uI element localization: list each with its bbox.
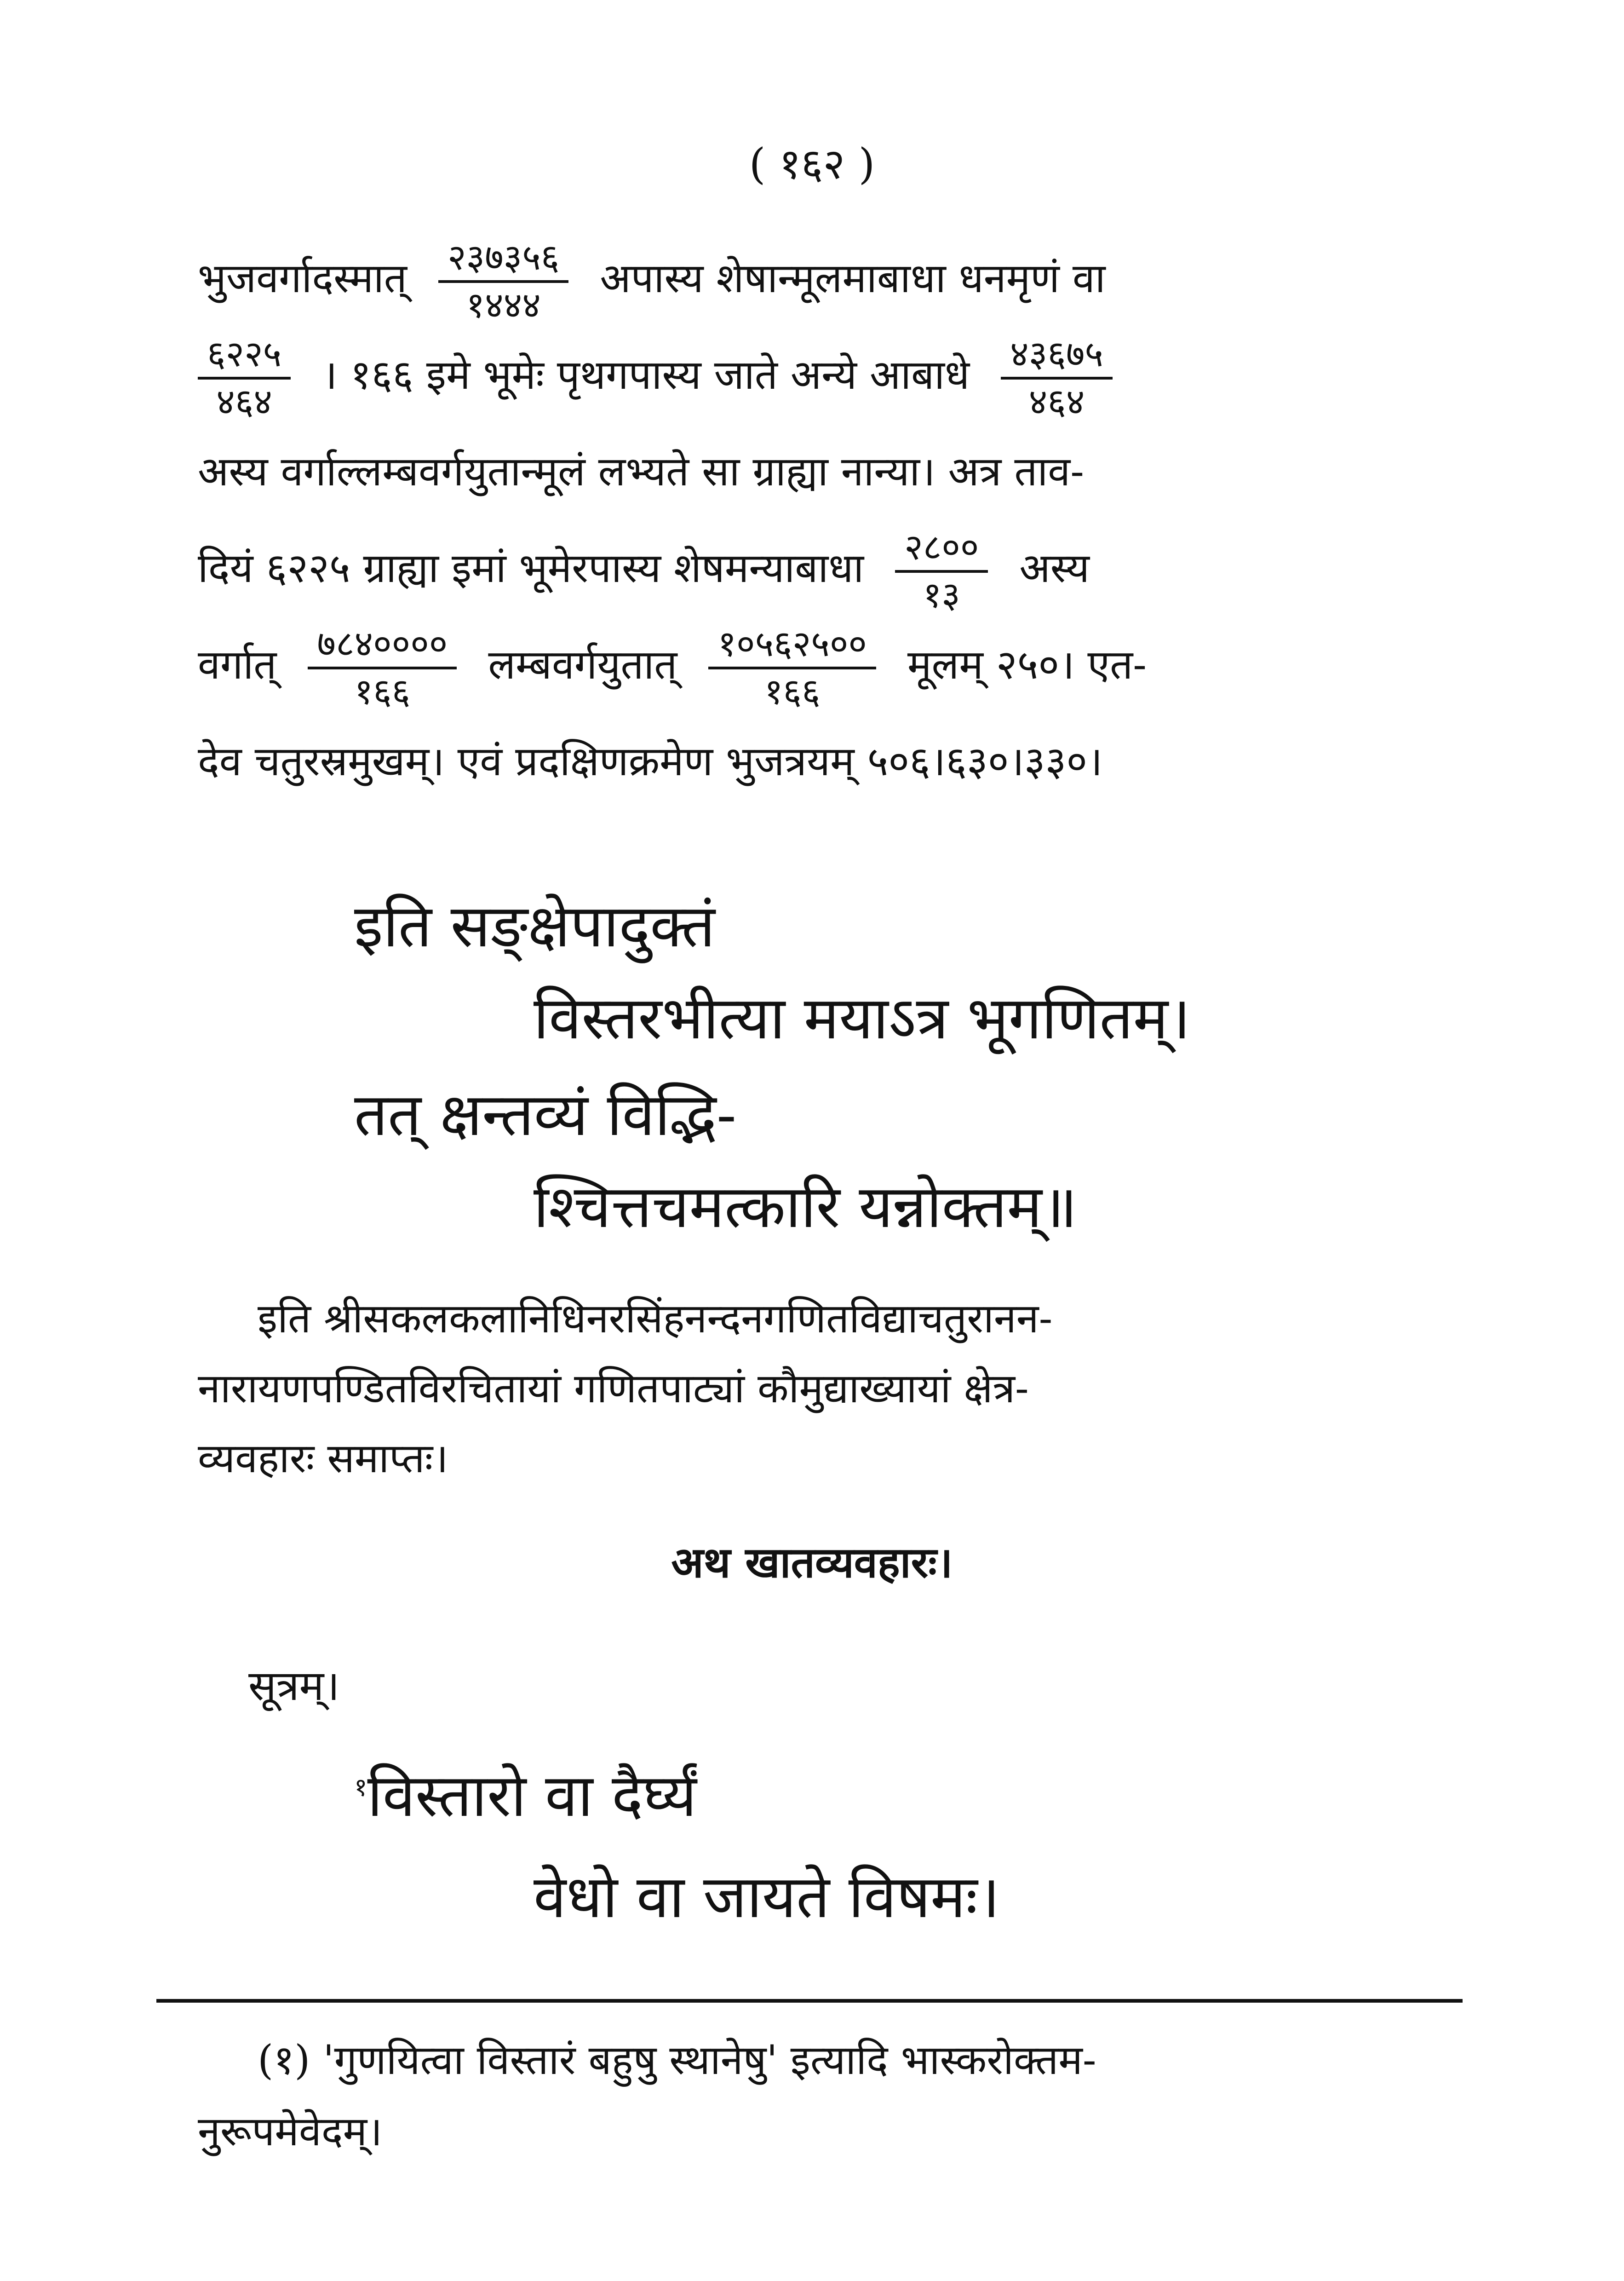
fraction-numerator: २३७३५६ <box>438 240 568 283</box>
verse-line <box>354 1753 697 1833</box>
verse-line: वेधो वा जायते विषमः। <box>534 1863 1000 1931</box>
prose-text: लम्बवर्गयुतात् <box>488 641 677 688</box>
footnote-divider <box>156 1999 1463 2003</box>
prose-text: अस्य <box>1019 544 1090 592</box>
colophon-line: इति श्रीसकलकलानिधिनरसिंहनन्दनगणितविद्याचतुरानन- <box>258 1295 1053 1342</box>
prose-text: वर्गात् <box>198 641 277 688</box>
fraction-numerator: ७८४०००० <box>308 626 457 669</box>
fraction <box>895 527 988 616</box>
prose-text: मूलम् २५०। एत- <box>907 641 1147 688</box>
verse-line: तत् क्षन्तव्यं विद्भि- <box>354 1081 737 1149</box>
prose-text: दियं ६२२५ ग्राह्या इमां भूमेरपास्य शेषमन्याबाधा <box>198 544 864 592</box>
fraction <box>198 334 291 423</box>
fraction <box>308 623 457 713</box>
fraction-numerator: ६२२५ <box>198 336 291 380</box>
verse-line: इति सङ्क्षेपादुक्तं <box>354 892 715 961</box>
footnote-line: (१) 'गुणयित्वा विस्तारं बहुषु स्थानेषु' इत्यादि भास्करोक्तम- <box>258 2036 1096 2084</box>
fraction-denominator: ४६४ <box>1028 381 1085 423</box>
prose-text: अपास्य शेषान्मूलमाबाधा धनमृणं वा <box>600 254 1106 302</box>
prose-text: । १६६ इमे भूमेः पृथगपास्य जाते अन्ये आबाधे <box>322 351 970 398</box>
section-heading: अथ खातव्यवहारः। <box>671 1538 953 1587</box>
footnote-line: नुरूपमेवेदम्। <box>198 2108 383 2155</box>
prose-line-5 <box>198 616 1458 713</box>
fraction-denominator: १६६ <box>764 671 821 713</box>
fraction <box>708 623 876 713</box>
prose-line-1 <box>198 230 1458 327</box>
colophon-line: नारायणपण्डितविरचितायां गणितपाट्यां कौमुद्याख्यायां क्षेत्र- <box>198 1365 1029 1412</box>
page-number: ( १६२ ) <box>749 139 875 189</box>
fraction-denominator: १३ <box>923 575 960 616</box>
verse-line: श्चित्तचमत्कारि यन्नोक्तम्॥ <box>534 1173 1078 1241</box>
prose-line-3: अस्य वर्गाल्लम्बवर्गयुतान्मूलं लभ्यते सा ग्राह्या नान्या। अत्र ताव- <box>198 448 1084 495</box>
fraction-denominator: १६६ <box>354 671 411 713</box>
fraction-denominator: १४४४ <box>466 285 541 327</box>
prose-line-4 <box>198 520 1458 616</box>
footnote <box>198 2024 1458 2167</box>
prose-block <box>198 230 1458 810</box>
fraction <box>438 237 568 327</box>
colophon <box>198 1284 1458 1493</box>
colophon-line: व्यवहारः समाप्तः। <box>198 1434 448 1482</box>
fraction-numerator: ४३६७५ <box>1001 336 1113 380</box>
prose-line-2 <box>198 327 1458 423</box>
fraction-denominator: ४६४ <box>216 381 272 423</box>
sutra-label: सूत्रम्। <box>248 1662 340 1710</box>
verse-text: विस्तारो वा दैर्घ्यं <box>367 1762 697 1830</box>
footnote-marker: १ <box>354 1772 367 1802</box>
verse-line: विस्तरभीत्या मयाऽत्र भूगणितम्। <box>534 984 1191 1053</box>
fraction <box>1001 334 1113 423</box>
prose-text: भुजवर्गादस्मात् <box>198 254 407 302</box>
fraction-numerator: २८०० <box>895 530 988 573</box>
prose-line-6: देव चतुरस्रमुखम्। एवं प्रदक्षिणक्रमेण भुजत्रयम् ५०६।६३०।३३०। <box>198 737 1103 785</box>
fraction-numerator: १०५६२५०० <box>708 626 876 669</box>
